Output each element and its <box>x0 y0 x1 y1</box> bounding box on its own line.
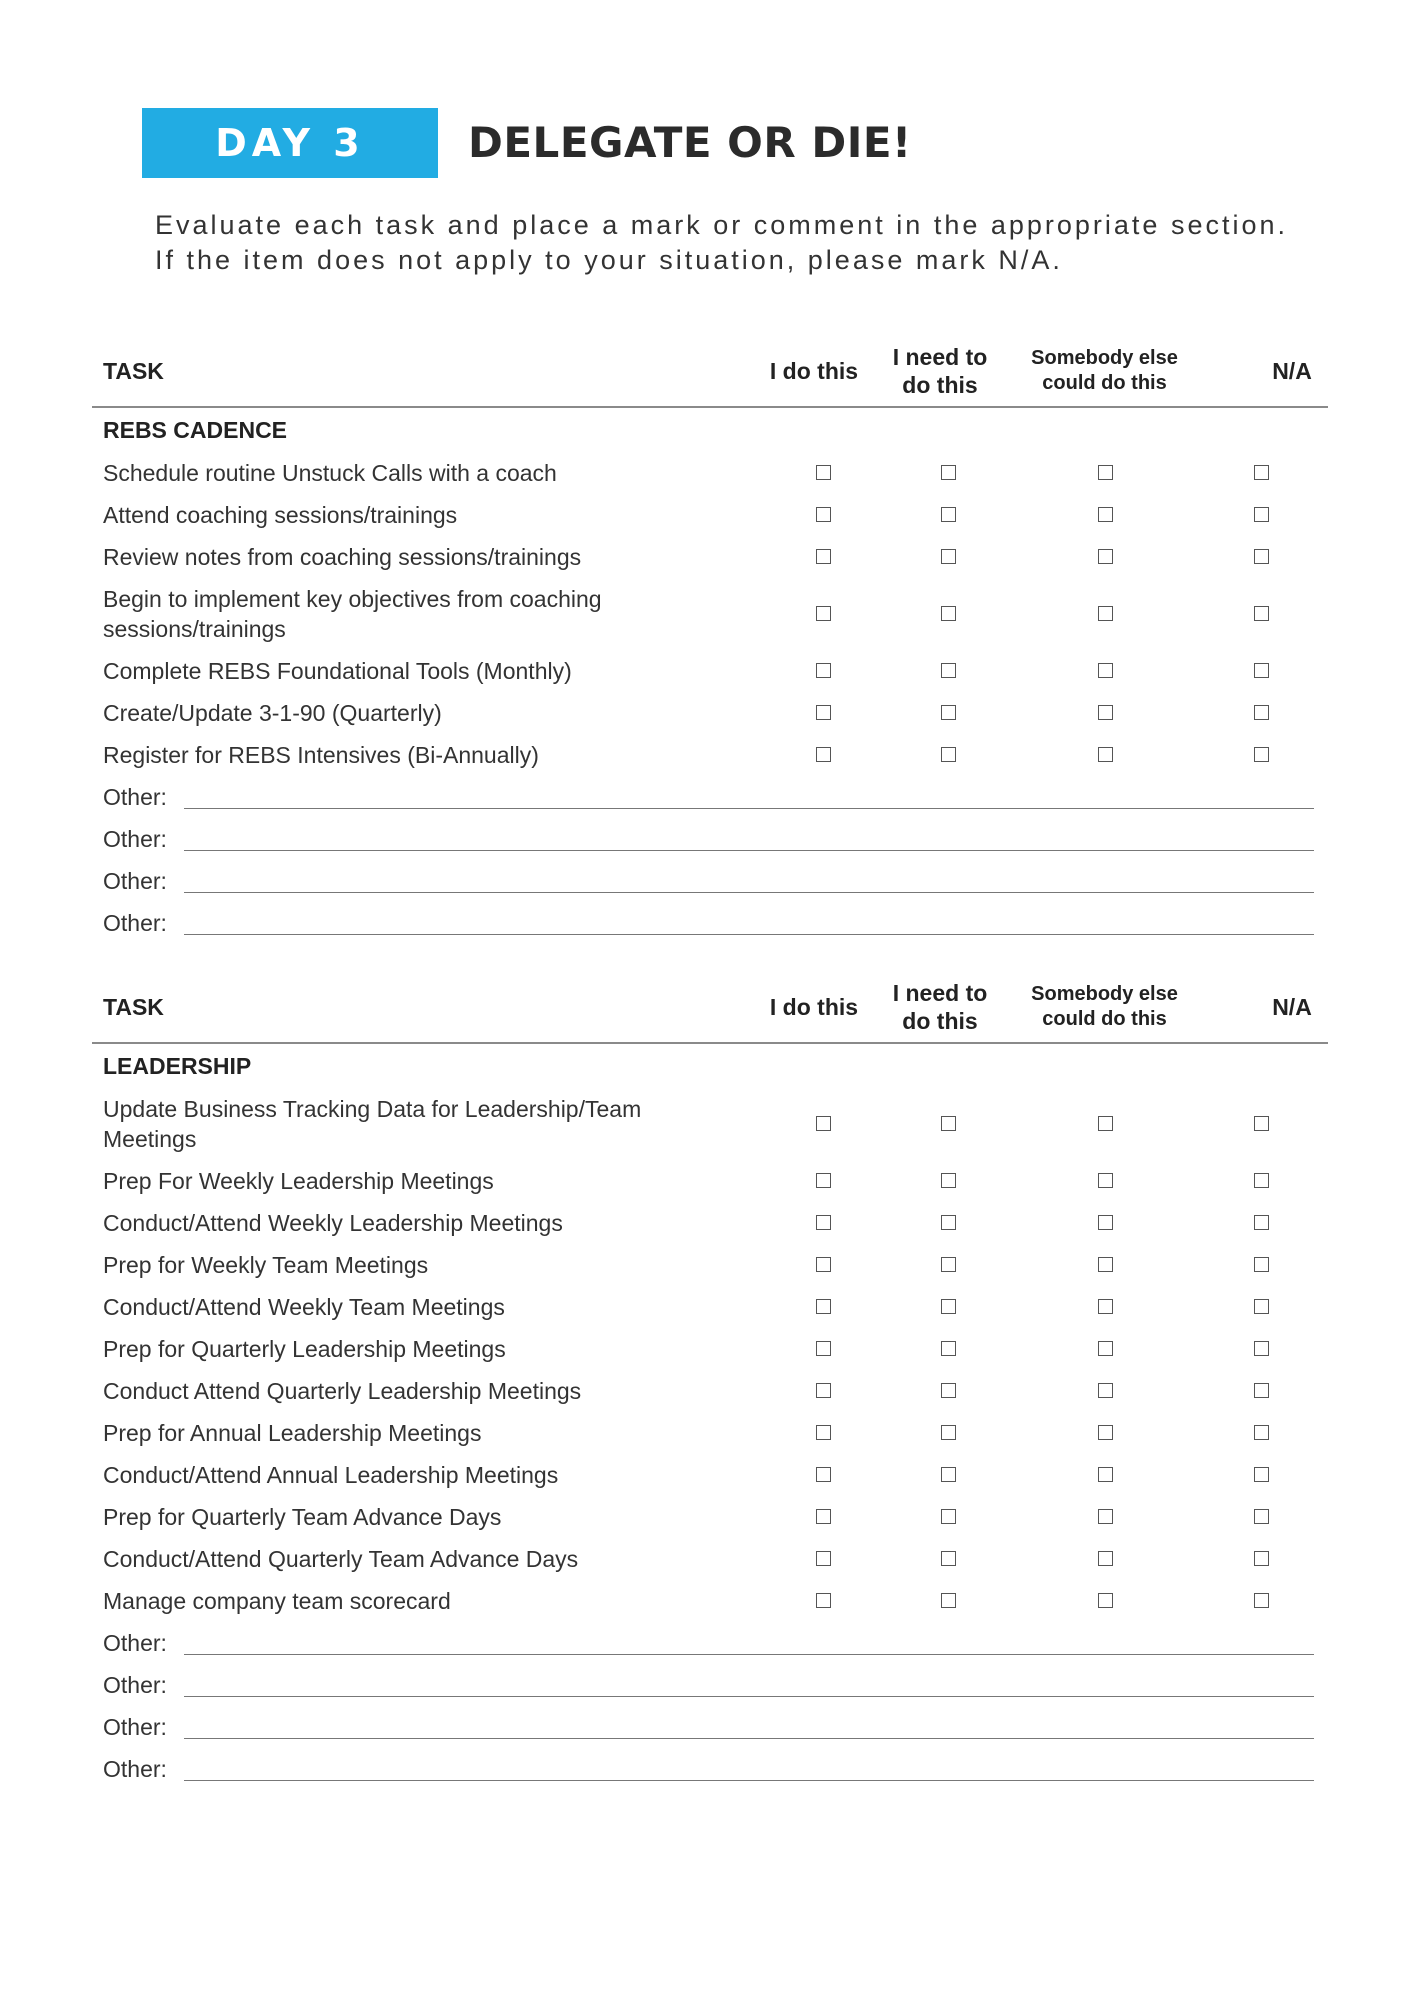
checkbox-i-need-to-do-this[interactable] <box>941 606 956 621</box>
task-label: Review notes from coaching sessions/trainings <box>103 544 582 570</box>
checkbox-somebody-else[interactable] <box>1098 1341 1113 1356</box>
other-label: Other: <box>103 1714 167 1740</box>
other-input-line[interactable] <box>184 1696 1314 1697</box>
checkbox-na[interactable] <box>1254 549 1269 564</box>
checkbox-i-need-to-do-this[interactable] <box>941 1341 956 1356</box>
task-label: Conduct Attend Quarterly Leadership Meetings <box>103 1378 582 1404</box>
checkbox-i-do-this[interactable] <box>816 1509 831 1524</box>
checkbox-i-do-this[interactable] <box>816 465 831 480</box>
task-row <box>92 734 1328 776</box>
category-heading: REBS CADENCE <box>103 417 288 443</box>
checkbox-na[interactable] <box>1254 663 1269 678</box>
task-row <box>92 1328 1328 1370</box>
checkbox-i-do-this[interactable] <box>816 507 831 522</box>
checkbox-na[interactable] <box>1254 1116 1269 1131</box>
task-row <box>92 1454 1328 1496</box>
other-input-line[interactable] <box>184 892 1314 893</box>
checkbox-i-do-this[interactable] <box>816 663 831 678</box>
task-row <box>92 1370 1328 1412</box>
checkbox-somebody-else[interactable] <box>1098 1425 1113 1440</box>
column-header-i-need-to-do-this: I need to do this <box>892 980 988 1034</box>
task-label: Conduct/Attend Annual Leadership Meetings <box>103 1462 559 1488</box>
task-label: Create/Update 3-1-90 (Quarterly) <box>103 700 442 726</box>
checkbox-somebody-else[interactable] <box>1098 1173 1113 1188</box>
other-row <box>92 1622 1328 1664</box>
checkbox-somebody-else[interactable] <box>1098 1593 1113 1608</box>
checkbox-i-do-this[interactable] <box>816 606 831 621</box>
column-header-i-do-this: I do this <box>769 357 859 384</box>
task-label: Begin to implement key objectives from coaching sessions/trainings <box>103 586 602 642</box>
task-row <box>92 692 1328 734</box>
checkbox-somebody-else[interactable] <box>1098 1116 1113 1131</box>
checkbox-somebody-else[interactable] <box>1098 1467 1113 1482</box>
other-label: Other: <box>103 910 167 936</box>
table-header <box>92 972 1328 1044</box>
instructions: Evaluate each task and place a mark or comment in the appropriate section. If the item does not apply to your situation, please mark N/A. <box>155 210 1288 275</box>
task-row <box>92 1160 1328 1202</box>
checkbox-i-need-to-do-this[interactable] <box>941 549 956 564</box>
checkbox-i-need-to-do-this[interactable] <box>941 1257 956 1272</box>
checkbox-somebody-else[interactable] <box>1098 507 1113 522</box>
other-label: Other: <box>103 826 167 852</box>
checkbox-i-need-to-do-this[interactable] <box>941 1425 956 1440</box>
task-section-rebs-cadence <box>92 336 1328 944</box>
column-header-i-need-to-do-this: I need to do this <box>892 344 988 398</box>
column-header-na: N/A <box>1272 357 1312 384</box>
column-header-task: TASK <box>103 993 164 1020</box>
task-label: Conduct/Attend Weekly Leadership Meetings <box>103 1210 563 1236</box>
checkbox-somebody-else[interactable] <box>1098 1509 1113 1524</box>
checkbox-na[interactable] <box>1254 465 1269 480</box>
checkbox-i-need-to-do-this[interactable] <box>941 1551 956 1566</box>
category-heading: LEADERSHIP <box>103 1053 252 1079</box>
checkbox-na[interactable] <box>1254 1173 1269 1188</box>
checkbox-na[interactable] <box>1254 1509 1269 1524</box>
checkbox-i-do-this[interactable] <box>816 1383 831 1398</box>
checkbox-i-need-to-do-this[interactable] <box>941 1215 956 1230</box>
checkbox-i-do-this[interactable] <box>816 1173 831 1188</box>
checkbox-na[interactable] <box>1254 1257 1269 1272</box>
task-label: Prep For Weekly Leadership Meetings <box>103 1168 494 1194</box>
task-label: Conduct/Attend Weekly Team Meetings <box>103 1294 505 1320</box>
checkbox-i-need-to-do-this[interactable] <box>941 465 956 480</box>
task-row <box>92 452 1328 494</box>
checkbox-somebody-else[interactable] <box>1098 465 1113 480</box>
checkbox-i-do-this[interactable] <box>816 549 831 564</box>
task-row <box>92 1580 1328 1622</box>
checkbox-i-do-this[interactable] <box>816 1116 831 1131</box>
checkbox-i-do-this[interactable] <box>816 1425 831 1440</box>
other-row <box>92 1664 1328 1706</box>
checkbox-somebody-else[interactable] <box>1098 1383 1113 1398</box>
checkbox-na[interactable] <box>1254 1551 1269 1566</box>
task-row <box>92 1496 1328 1538</box>
task-section-leadership <box>92 972 1328 1790</box>
task-row <box>92 1412 1328 1454</box>
other-label: Other: <box>103 784 167 810</box>
other-label: Other: <box>103 1672 167 1698</box>
task-row <box>92 536 1328 578</box>
checkbox-somebody-else[interactable] <box>1098 1551 1113 1566</box>
checkbox-i-do-this[interactable] <box>816 705 831 720</box>
task-label: Update Business Tracking Data for Leadership/Team Meetings <box>103 1096 642 1152</box>
column-header-task: TASK <box>103 357 164 384</box>
other-row <box>92 818 1328 860</box>
checkbox-i-need-to-do-this[interactable] <box>941 1299 956 1314</box>
task-label: Register for REBS Intensives (Bi-Annually) <box>103 742 539 768</box>
other-row <box>92 902 1328 944</box>
checkbox-na[interactable] <box>1254 1341 1269 1356</box>
checkbox-i-do-this[interactable] <box>816 1467 831 1482</box>
task-row <box>92 1088 1328 1160</box>
task-label: Prep for Annual Leadership Meetings <box>103 1420 482 1446</box>
checkbox-somebody-else[interactable] <box>1098 1215 1113 1230</box>
other-label: Other: <box>103 868 167 894</box>
checkbox-na[interactable] <box>1254 507 1269 522</box>
task-row <box>92 1244 1328 1286</box>
checkbox-i-do-this[interactable] <box>816 1299 831 1314</box>
task-label: Conduct/Attend Quarterly Team Advance Days <box>103 1546 579 1572</box>
checkbox-somebody-else[interactable] <box>1098 663 1113 678</box>
checkbox-somebody-else[interactable] <box>1098 606 1113 621</box>
other-row <box>92 776 1328 818</box>
table-header <box>92 336 1328 408</box>
task-row <box>92 1538 1328 1580</box>
checkbox-na[interactable] <box>1254 606 1269 621</box>
task-label: Prep for Quarterly Leadership Meetings <box>103 1336 506 1362</box>
checkbox-na[interactable] <box>1254 1467 1269 1482</box>
other-label: Other: <box>103 1756 167 1782</box>
other-input-line[interactable] <box>184 1780 1314 1781</box>
other-input-line[interactable] <box>184 850 1314 851</box>
checkbox-na[interactable] <box>1254 1383 1269 1398</box>
column-header-somebody-else: Somebody else could do this <box>1031 347 1178 394</box>
task-row <box>92 1286 1328 1328</box>
checkbox-somebody-else[interactable] <box>1098 705 1113 720</box>
checkbox-na[interactable] <box>1254 1299 1269 1314</box>
other-input-line[interactable] <box>184 1738 1314 1739</box>
day-badge: DAY 3 <box>142 108 438 178</box>
checkbox-somebody-else[interactable] <box>1098 1257 1113 1272</box>
checkbox-somebody-else[interactable] <box>1098 1299 1113 1314</box>
checkbox-na[interactable] <box>1254 1215 1269 1230</box>
other-row <box>92 1706 1328 1748</box>
checkbox-i-do-this[interactable] <box>816 1215 831 1230</box>
other-label: Other: <box>103 1630 167 1656</box>
checkbox-i-need-to-do-this[interactable] <box>941 1467 956 1482</box>
checkbox-i-do-this[interactable] <box>816 1593 831 1608</box>
task-row <box>92 494 1328 536</box>
checkbox-i-need-to-do-this[interactable] <box>941 1509 956 1524</box>
checkbox-i-need-to-do-this[interactable] <box>941 507 956 522</box>
checkbox-na[interactable] <box>1254 705 1269 720</box>
task-label: Attend coaching sessions/trainings <box>103 502 458 528</box>
checkbox-i-do-this[interactable] <box>816 747 831 762</box>
other-input-line[interactable] <box>184 1654 1314 1655</box>
checkbox-i-need-to-do-this[interactable] <box>941 663 956 678</box>
checkbox-somebody-else[interactable] <box>1098 549 1113 564</box>
checkbox-i-need-to-do-this[interactable] <box>941 1116 956 1131</box>
checkbox-i-do-this[interactable] <box>816 1551 831 1566</box>
column-header-na: N/A <box>1272 993 1312 1020</box>
checkbox-na[interactable] <box>1254 1593 1269 1608</box>
checkbox-i-do-this[interactable] <box>816 1257 831 1272</box>
other-row <box>92 860 1328 902</box>
task-label: Schedule routine Unstuck Calls with a coach <box>103 460 557 486</box>
checkbox-i-need-to-do-this[interactable] <box>941 705 956 720</box>
task-row <box>92 1202 1328 1244</box>
task-label: Prep for Weekly Team Meetings <box>103 1252 429 1278</box>
checkbox-i-need-to-do-this[interactable] <box>941 1173 956 1188</box>
other-row <box>92 1748 1328 1790</box>
task-row <box>92 578 1328 650</box>
other-input-line[interactable] <box>184 808 1314 809</box>
task-row <box>92 650 1328 692</box>
task-label: Complete REBS Foundational Tools (Monthly) <box>103 658 572 684</box>
checkbox-na[interactable] <box>1254 747 1269 762</box>
task-label: Prep for Quarterly Team Advance Days <box>103 1504 502 1530</box>
column-header-i-do-this: I do this <box>769 993 859 1020</box>
checkbox-i-need-to-do-this[interactable] <box>941 1383 956 1398</box>
checkbox-i-need-to-do-this[interactable] <box>941 747 956 762</box>
other-input-line[interactable] <box>184 934 1314 935</box>
checkbox-somebody-else[interactable] <box>1098 747 1113 762</box>
column-header-somebody-else: Somebody else could do this <box>1031 983 1178 1030</box>
checkbox-i-need-to-do-this[interactable] <box>941 1593 956 1608</box>
task-label: Manage company team scorecard <box>103 1588 451 1614</box>
checkbox-na[interactable] <box>1254 1425 1269 1440</box>
page-title: DELEGATE OR DIE! <box>468 118 912 167</box>
checkbox-i-do-this[interactable] <box>816 1341 831 1356</box>
